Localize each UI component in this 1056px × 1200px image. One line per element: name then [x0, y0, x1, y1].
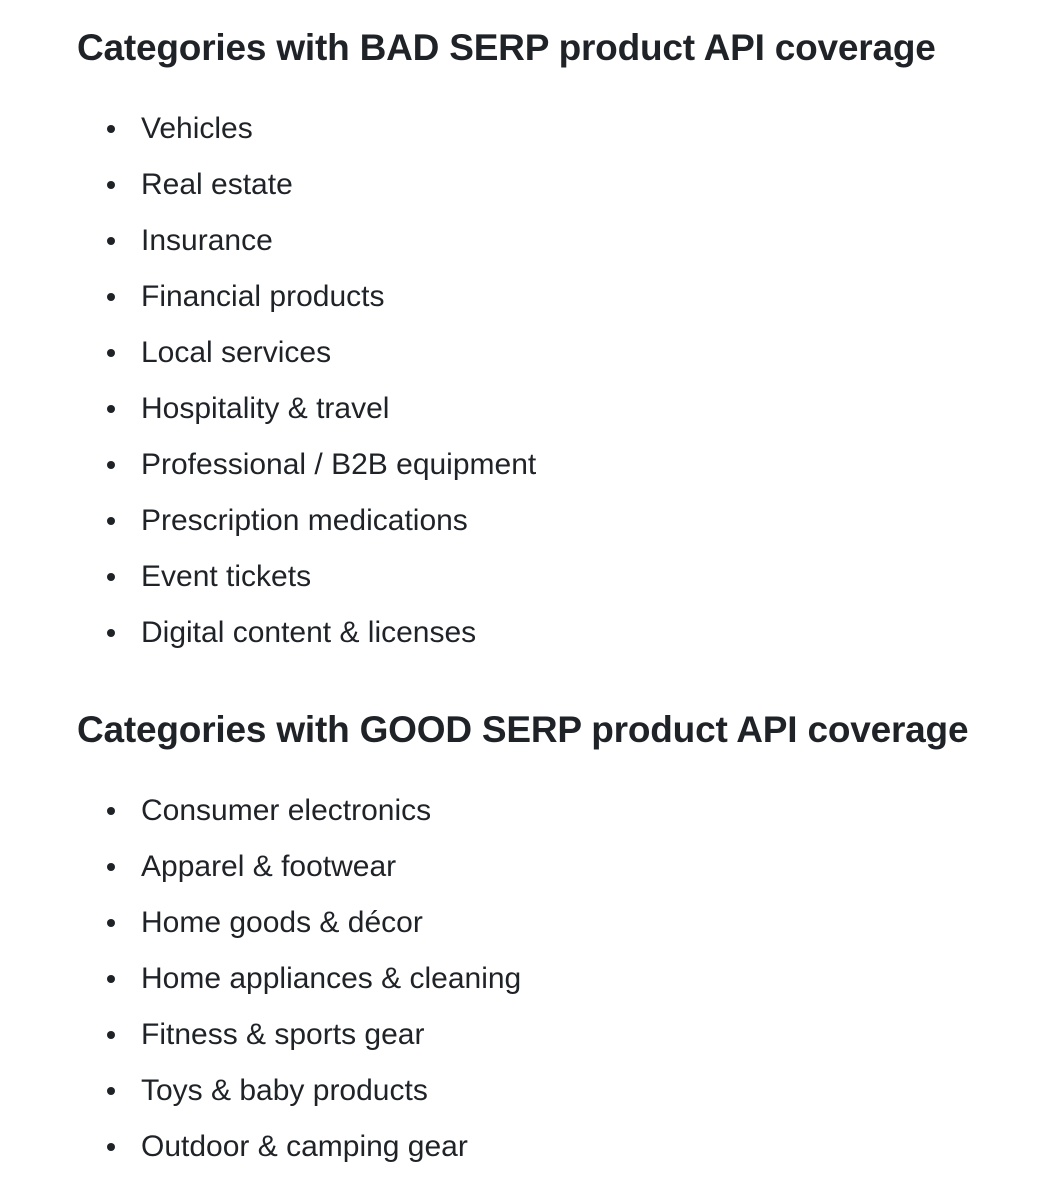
category-label: Hospitality & travel — [141, 392, 390, 425]
bullet-icon — [107, 125, 115, 133]
category-label: Home appliances & cleaning — [141, 962, 522, 995]
bad-coverage-heading: Categories with BAD SERP product API coverage — [77, 27, 936, 68]
bullet-icon — [107, 975, 115, 983]
category-label: Outdoor & camping gear — [141, 1130, 468, 1163]
category-label: Prescription medications — [141, 504, 468, 537]
category-label: Financial products — [141, 280, 385, 313]
category-label: Consumer electronics — [141, 794, 432, 827]
bullet-icon — [107, 237, 115, 245]
bullet-icon — [107, 181, 115, 189]
bullet-icon — [107, 573, 115, 581]
category-label: Real estate — [141, 168, 293, 201]
bullet-icon — [107, 1143, 115, 1151]
category-label: Professional / B2B equipment — [141, 448, 537, 481]
bullet-icon — [107, 293, 115, 301]
bullet-icon — [107, 461, 115, 469]
category-label: Fitness & sports gear — [141, 1018, 425, 1051]
category-label: Toys & baby products — [141, 1074, 428, 1107]
bullet-icon — [107, 919, 115, 927]
category-label: Vehicles — [141, 112, 253, 145]
bullet-icon — [107, 807, 115, 815]
category-label: Apparel & footwear — [141, 850, 397, 883]
bullet-icon — [107, 517, 115, 525]
bullet-icon — [107, 1087, 115, 1095]
bullet-icon — [107, 405, 115, 413]
bullet-icon — [107, 1031, 115, 1039]
category-label: Local services — [141, 336, 332, 369]
category-label: Insurance — [141, 224, 273, 257]
bullet-icon — [107, 863, 115, 871]
bullet-icon — [107, 349, 115, 357]
category-label: Event tickets — [141, 560, 312, 593]
category-label: Digital content & licenses — [141, 616, 477, 649]
category-label: Home goods & décor — [141, 906, 423, 939]
good-coverage-heading: Categories with GOOD SERP product API coverage — [77, 709, 969, 750]
bullet-icon — [107, 629, 115, 637]
